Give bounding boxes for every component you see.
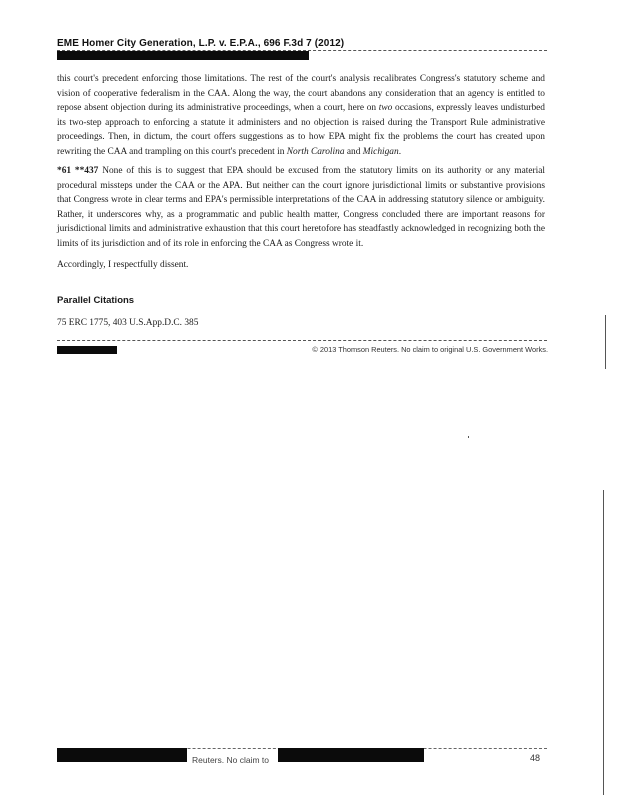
paragraph-dissent [57,258,545,273]
parallel-citation-text: 75 ERC 1775, 403 U.S.App.D.C. 385 [57,318,199,328]
footer-label: Reuters. No claim to [192,755,269,765]
p1-em-michigan: Michigan [362,146,399,157]
redaction-bar-footer-middle [278,748,424,762]
scan-speck [468,436,469,438]
case-title: EME Homer City Generation, L.P. v. E.P.A., 696 F.3d 7 (2012) [57,38,345,49]
redaction-bar-end [57,346,117,354]
p1-text-a: this court's precedent enforcing those limitations. The rest of the court's analysis recalibrates Congress's statutory scheme and vision of cooperative federalism in the CAA. Along the way, the court abandons any consideration that an agency is entitled to repose absent objection during its administrative proceedings, when a court, here on [57,74,545,114]
scan-margin-mark-lower [603,490,604,795]
p1-text-b: occasions, expressly leaves undisturbed its two-step approach to enforcing a statute it administers and no objection is raised during the Transport Rule administrative proceedings. Then, in dictum, the court offers suggestions as to how EPA might fix the problems the court has created upon rewriting the CAA and trampling on this court's precedent in [57,103,545,157]
copyright-notice: © 2013 Thomson Reuters. No claim to original U.S. Government Works. [312,345,548,354]
paragraph-precedent [57,72,545,160]
p2-text: None of this is to suggest that EPA should be excused from the statutory limits on its authority or any material procedural missteps under the CAA or the APA. But neither can the court ignore jurisdictional limits or substantive provisions that Congress wrote in clear terms and EPA's permissible interpretations of the CAA in addressing statutory silence or ambiguity. Rather, it underscores why, as a programmatic and public health matter, Congress concluded there are important reasons for jurisdictional limits and administrative exhaustion that this court heretofore has steadfastly acknowledged in recognizing both the limits of its jurisdiction and of its role in enforcing the CAA as Congress wrote it. [57,166,546,249]
p1-em-two: two [378,103,393,114]
parallel-citations-heading: Parallel Citations [57,295,135,306]
end-of-document-rule [57,340,547,341]
p3-text: Accordingly, I respectfully dissent. [57,260,189,270]
p1-text-c: and [344,146,363,157]
redaction-bar-header [57,51,309,60]
p1-text-d: . [398,146,402,157]
scan-margin-mark-upper [605,315,606,369]
page-number: 48 [529,753,540,763]
p1-em-north-carolina: North Carolina [286,146,345,157]
redaction-bar-footer-left [57,748,187,762]
star-page-marker: *61 **437 [57,166,99,176]
paragraph-statutory-limits [57,164,545,252]
